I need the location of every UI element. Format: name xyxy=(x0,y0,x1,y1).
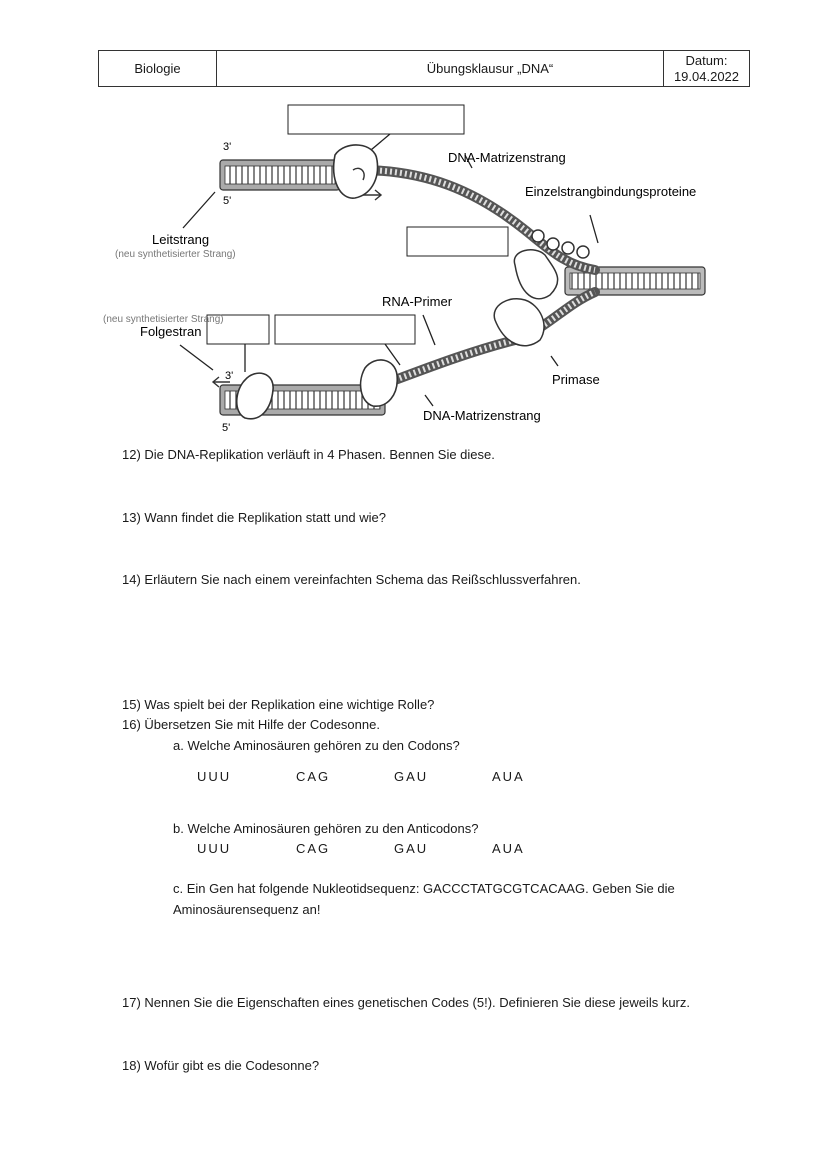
exam-title: Übungsklausur „DNA“ xyxy=(426,61,554,76)
subject-cell: Biologie xyxy=(99,51,217,86)
codon-b-1: UUU xyxy=(197,841,232,856)
label-primase: Primase xyxy=(552,372,600,387)
answer-box-lower-right[interactable] xyxy=(275,315,415,344)
polymerase-top xyxy=(334,145,378,198)
label-leading-sub: (neu synthetisierter Strang) xyxy=(115,249,236,260)
question-17: 17) Nennen Sie die Eigenschaften eines genetischen Codes (5!). Definieren Sie diese jeweils kurz. xyxy=(122,995,690,1010)
date-label: Datum: xyxy=(685,52,728,68)
label-lagging-sub: (neu synthetisierter Strang) xyxy=(103,314,224,325)
question-16c-line1: c. Ein Gen hat folgende Nukleotidsequenz: GACCCTATGCGTCACAAG. Geben Sie die xyxy=(173,881,675,896)
answer-box-top[interactable] xyxy=(288,105,464,134)
question-16b: b. Welche Aminosäuren gehören zu den Anticodons? xyxy=(173,821,479,836)
codon-a-2: CAG xyxy=(296,769,331,784)
question-18: 18) Wofür gibt es die Codesonne? xyxy=(122,1058,320,1073)
date-value: 19.04.2022 xyxy=(673,68,740,84)
codon-b-4: AUA xyxy=(492,841,525,856)
label-template-bottom: DNA-Matrizenstrang xyxy=(423,408,541,423)
question-15: 15) Was spielt bei der Replikation eine wichtige Rolle? xyxy=(122,697,435,712)
codon-a-1: UUU xyxy=(197,769,232,784)
label-5prime-top: 5' xyxy=(223,195,232,207)
label-leading: Leitstrang xyxy=(152,232,210,247)
label-rna-primer: RNA-Primer xyxy=(382,294,453,309)
header-table xyxy=(98,50,750,87)
helicase-shape xyxy=(514,250,557,299)
label-ssb: Einzelstrangbindungsproteine xyxy=(525,184,697,199)
codon-a-4: AUA xyxy=(492,769,525,784)
question-13: 13) Wann findet die Replikation statt und wie? xyxy=(122,510,387,525)
leading-strand xyxy=(220,160,340,190)
question-16a: a. Welche Aminosäuren gehören zu den Codons? xyxy=(173,738,460,753)
date-cell xyxy=(663,51,749,86)
polymerase-bottom-middle xyxy=(361,360,398,406)
codon-a-3: GAU xyxy=(394,769,429,784)
question-16: 16) Übersetzen Sie mit Hilfe der Codesonne. xyxy=(122,717,380,732)
label-3prime-bottom: 3' xyxy=(225,370,234,382)
codon-b-3: GAU xyxy=(394,841,429,856)
question-16c-line2: Aminosäurensequenz an! xyxy=(173,902,321,917)
answer-box-middle[interactable] xyxy=(407,227,508,256)
question-12: 12) Die DNA-Replikation verläuft in 4 Phasen. Bennen Sie diese. xyxy=(122,447,495,462)
question-14: 14) Erläutern Sie nach einem vereinfachten Schema das Reißschlussverfahren. xyxy=(122,572,581,587)
replication-diagram xyxy=(95,100,715,440)
label-3prime-top: 3' xyxy=(223,141,232,153)
codon-b-2: CAG xyxy=(296,841,331,856)
label-template-top: DNA-Matrizenstrang xyxy=(448,150,566,165)
label-lagging: Folgestran xyxy=(140,324,202,339)
label-5prime-bottom: 5' xyxy=(222,422,231,434)
